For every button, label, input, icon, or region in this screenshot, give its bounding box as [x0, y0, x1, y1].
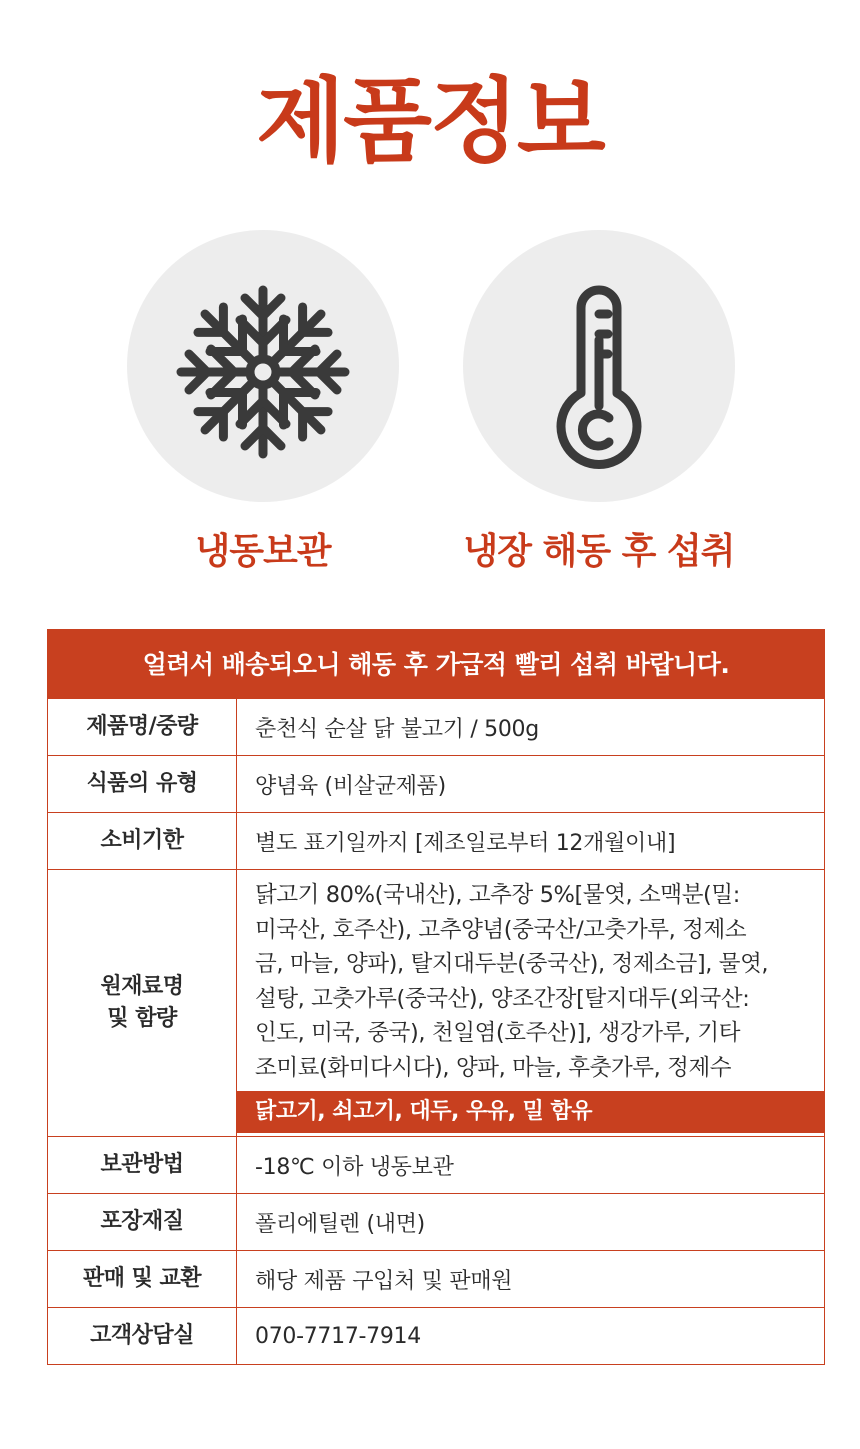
- row-label: 판매 및 교환: [48, 1251, 237, 1307]
- row-value: 춘천식 순살 닭 불고기 / 500g: [255, 716, 539, 742]
- table-row: [48, 812, 824, 869]
- page-title: 제품정보: [256, 68, 604, 175]
- snowflake-icon: [127, 230, 399, 502]
- row-value: 폴리에틸렌 (내면): [255, 1211, 425, 1237]
- table-row: [48, 1307, 824, 1364]
- row-label-line: 및 함량: [107, 1006, 177, 1031]
- row-value: 해당 제품 구입처 및 판매원: [255, 1268, 513, 1294]
- thermometer-icon: [463, 230, 735, 502]
- thaw-storage-icon-circle: [463, 230, 735, 502]
- row-label: 보관방법: [48, 1137, 237, 1193]
- ingredients-line: 금, 마늘, 양파), 탈지대두분(중국산), 정제소금], 물엿,: [255, 951, 769, 977]
- row-value: [237, 870, 824, 1136]
- row-label: 포장재질: [48, 1194, 237, 1250]
- row-value: 양념육 (비살균제품): [255, 773, 446, 799]
- table-row: [48, 1136, 824, 1193]
- frozen-storage-label: 냉동보관: [195, 531, 331, 572]
- table-row: [48, 699, 824, 755]
- ingredients-line: 조미료(화미다시다), 양파, 마늘, 후춧가루, 정제수: [255, 1054, 732, 1081]
- table-row: [48, 1250, 824, 1307]
- row-label: 식품의 유형: [48, 756, 237, 812]
- row-label: [48, 870, 237, 1136]
- allergen-notice: 닭고기, 쇠고기, 대두, 우유, 밀 함유: [237, 1091, 824, 1133]
- row-value: 070-7717-7914: [255, 1323, 421, 1349]
- ingredients-line: 미국산, 호주산), 고추양념(중국산/고춧가루, 정제소: [255, 916, 747, 943]
- ingredients-line: 인도, 미국, 중국), 천일염(호주산)], 생강가루, 기타: [255, 1020, 741, 1046]
- table-row-ingredients: [48, 869, 824, 1136]
- table-row: [48, 755, 824, 812]
- row-label: 고객상담실: [48, 1308, 237, 1364]
- row-value: 별도 표기일까지 [제조일로부터 12개월이내]: [255, 830, 676, 856]
- thaw-storage-label: 냉장 해동 후 섭취: [463, 531, 735, 572]
- row-label-line: 원재료명: [100, 974, 184, 999]
- product-info-table: [47, 629, 825, 1365]
- ingredients-text: [255, 870, 824, 1091]
- frozen-storage-icon-circle: [127, 230, 399, 502]
- ingredients-line: 닭고기 80%(국내산), 고추장 5%[물엿, 소맥분(밀:: [255, 882, 740, 908]
- table-row: [48, 1193, 824, 1250]
- row-label: 제품명/중량: [48, 699, 237, 755]
- row-label: 소비기한: [48, 813, 237, 869]
- shipping-notice-banner: 얼려서 배송되오니 해동 후 가급적 빨리 섭취 바랍니다.: [48, 630, 824, 699]
- ingredients-line: 설탕, 고춧가루(중국산), 양조간장[탈지대두(외국산:: [255, 985, 750, 1012]
- row-value: -18℃ 이하 냉동보관: [255, 1154, 454, 1180]
